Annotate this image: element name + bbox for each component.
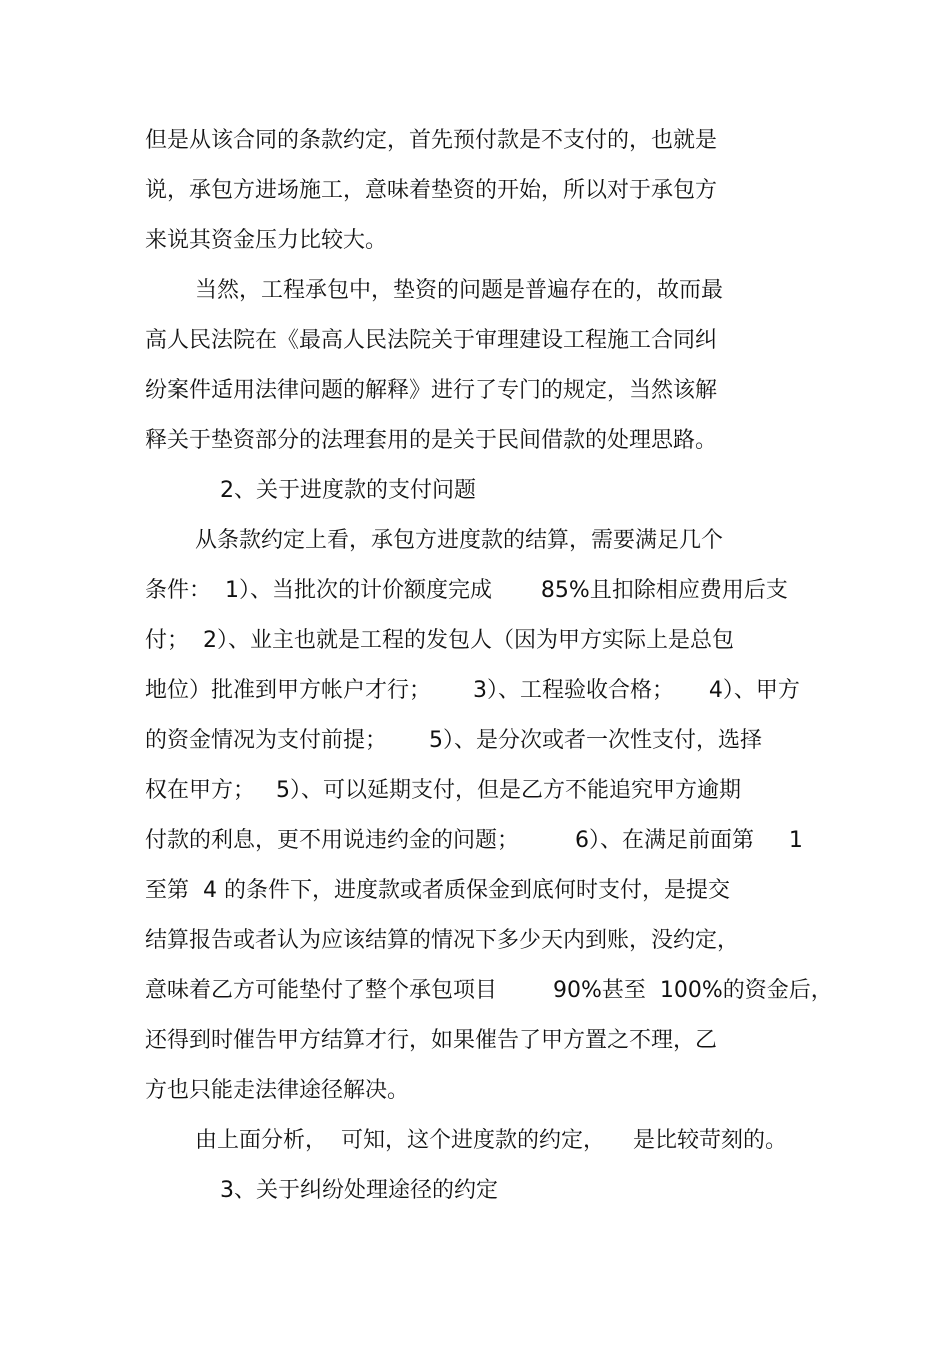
paragraph-line: 条件： 1）、当批次的计价额度完成 85%且扣除相应费用后支: [145, 578, 788, 603]
paragraph-line: 说，承包方进场施工，意味着垫资的开始，所以对于承包方: [145, 178, 718, 203]
paragraph-line: 从条款约定上看，承包方进度款的结算，需要满足几个: [195, 528, 724, 553]
paragraph-line: 高人民法院在《最高人民法院关于审理建设工程施工合同纠: [145, 328, 718, 353]
section-heading: 3、关于纠纷处理途径的约定: [220, 1178, 498, 1203]
section-heading: 2、关于进度款的支付问题: [220, 478, 476, 503]
paragraph-line: 付款的利息，更不用说违约金的问题； 6）、在满足前面第 1: [145, 828, 803, 853]
paragraph-line: 但是从该合同的条款约定，首先预付款是不支付的，也就是: [145, 128, 718, 153]
paragraph-line: 付； 2）、业主也就是工程的发包人（因为甲方实际上是总包: [145, 628, 734, 653]
paragraph-line: 至第 4 的条件下，进度款或者质保金到底何时支付，是提交: [145, 878, 730, 903]
paragraph-line: 地位）批准到甲方帐户才行； 3）、工程验收合格； 4）、甲方: [145, 678, 800, 703]
paragraph-line: 还得到时催告甲方结算才行，如果催告了甲方置之不理，乙: [145, 1028, 718, 1053]
paragraph-line: 纷案件适用法律问题的解释》进行了专门的规定，当然该解: [145, 378, 718, 403]
paragraph-line: 来说其资金压力比较大。: [145, 228, 388, 253]
paragraph-line: 方也只能走法律途径解决。: [145, 1078, 410, 1103]
paragraph-line: 当然，工程承包中，垫资的问题是普遍存在的，故而最: [195, 278, 724, 303]
paragraph-line: 由上面分析， 可知，这个进度款的约定， 是比较苛刻的。: [195, 1128, 787, 1153]
paragraph-line: 的资金情况为支付前提； 5）、是分次或者一次性支付，选择: [145, 728, 762, 753]
paragraph-line: 意味着乙方可能垫付了整个承包项目 90%甚至 100%的资金后，: [145, 978, 833, 1003]
paragraph-line: 释关于垫资部分的法理套用的是关于民间借款的处理思路。: [145, 428, 718, 453]
paragraph-line: 权在甲方； 5）、可以延期支付，但是乙方不能追究甲方逾期: [145, 778, 741, 803]
paragraph-line: 结算报告或者认为应该结算的情况下多少天内到账，没约定，: [145, 928, 740, 953]
